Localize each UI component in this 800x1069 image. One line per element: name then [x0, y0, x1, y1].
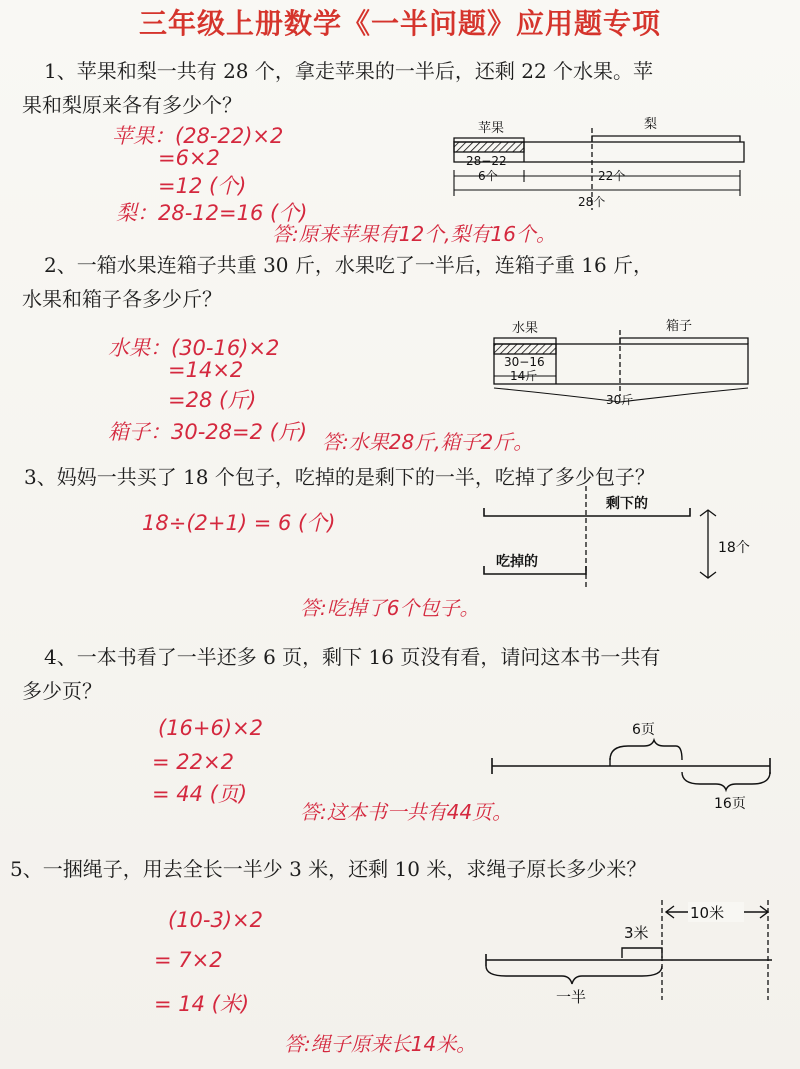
diagram-5-less-bracket [622, 948, 662, 958]
diagram-4-extra-label: 6页 [632, 722, 655, 738]
diagram-1-total-label: 28个 [578, 195, 606, 209]
problem-2-work-3: =28 (斤) [168, 388, 257, 412]
problem-2-work-2: =14×2 [168, 358, 244, 382]
problem-2-work-1: 水果：(30-16)×2 [108, 336, 280, 360]
problem-2-line-1: 2、一箱水果连箱子共重 30 斤，水果吃了一半后，连箱子重 16 斤， [44, 253, 654, 277]
diagram-1-half-label: 6个 [478, 169, 498, 183]
problem-5-answer: 答:绳子原来长14米。 [284, 1032, 477, 1056]
diagram-3-remaining-bar [484, 508, 690, 516]
problem-2-text [22, 248, 654, 316]
problem-5-work-2: = 7×2 [154, 948, 223, 972]
problem-3-diagram [476, 486, 776, 596]
diagram-5-half-brace [486, 966, 662, 984]
problem-4-work-2: = 22×2 [152, 750, 234, 774]
problem-2-diagram [486, 318, 766, 418]
diagram-5-rest-label: 10米 [690, 904, 725, 922]
diagram-2-hatched-half [494, 344, 556, 354]
problem-1-answer: 答:原来苹果有12个,梨有16个。 [272, 222, 556, 246]
problem-5-diagram [482, 900, 782, 1020]
problem-4-text [22, 640, 661, 708]
diagram-5-half-label: 一半 [556, 988, 587, 1006]
diagram-1-label-apple: 苹果 [478, 121, 505, 136]
problem-1-text [22, 54, 654, 122]
problem-1-work-2: =6×2 [158, 146, 220, 170]
diagram-1-rest-label: 22个 [598, 169, 626, 183]
diagram-2-total-label: 30斤 [606, 393, 634, 407]
problem-2-answer: 答:水果28斤,箱子2斤。 [322, 430, 534, 454]
diagram-2-label-fruit: 水果 [512, 321, 539, 336]
problem-4-work-1: (16+6)×2 [158, 716, 264, 740]
problem-1-work-1: 苹果：(28-22)×2 [112, 124, 284, 148]
diagram-1-brace-pear [592, 136, 740, 142]
diagram-2-label-box: 箱子 [666, 319, 693, 334]
diagram-2-hatch-label: 30−16 [504, 355, 545, 369]
diagram-3-label-remaining: 剩下的 [606, 496, 648, 512]
diagram-4-rest-label: 16页 [714, 796, 746, 812]
problem-2-work-4: 箱子：30-28=2 (斤) [108, 420, 308, 444]
problem-4-line-2: 多少页？ [22, 679, 102, 703]
problem-1-line-2: 果和梨原来各有多少个？ [22, 93, 242, 117]
problem-1-work-3: =12 (个) [158, 174, 247, 198]
diagram-3-label-eaten: 吃掉的 [496, 554, 538, 570]
diagram-2-half-label: 14斤 [510, 369, 538, 383]
problem-4-work-3: = 44 (页) [152, 782, 248, 806]
diagram-1-hatched-half [454, 142, 524, 152]
problem-4-answer: 答:这本书一共有44页。 [300, 800, 513, 824]
problem-2-line-2: 水果和箱子各多少斤？ [22, 287, 222, 311]
problem-3-work-1: 18÷(2+1) = 6 (个) [142, 511, 336, 535]
problem-1-work-4: 梨：28-12=16 (个) [116, 201, 308, 225]
problem-1-diagram [440, 118, 760, 218]
diagram-4-rest-brace [682, 772, 770, 790]
worksheet-title: 三年级上册数学《一半问题》应用题专项 [138, 7, 661, 40]
problem-5-line-1: 5、一捆绳子，用去全长一半少 3 米，还剩 10 米，求绳子原长多少米？ [10, 857, 647, 881]
problem-3-answer: 答:吃掉了6个包子。 [300, 596, 480, 620]
problem-5-text [10, 852, 646, 886]
problem-3-line-1: 3、妈妈一共买了 18 个包子，吃掉的是剩下的一半，吃掉了多少包子？ [24, 465, 655, 489]
diagram-3-total-label: 18个 [718, 540, 750, 556]
diagram-5-less-label: 3米 [624, 924, 649, 942]
problem-4-diagram [486, 712, 786, 812]
problem-4-line-1: 4、一本书看了一半还多 6 页，剩下 16 页没有看，请问这本书一共有 [44, 645, 661, 669]
diagram-1-hatch-label: 28−22 [466, 154, 507, 168]
problem-5-work-1: (10-3)×2 [168, 908, 264, 932]
problem-5-work-3: = 14 (米) [154, 992, 250, 1016]
problem-1-line-1: 1、苹果和梨一共有 28 个，拿走苹果的一半后，还剩 22 个水果。苹 [44, 59, 654, 83]
diagram-4-extra-brace [610, 740, 682, 760]
diagram-1-label-pear: 梨 [644, 117, 658, 132]
